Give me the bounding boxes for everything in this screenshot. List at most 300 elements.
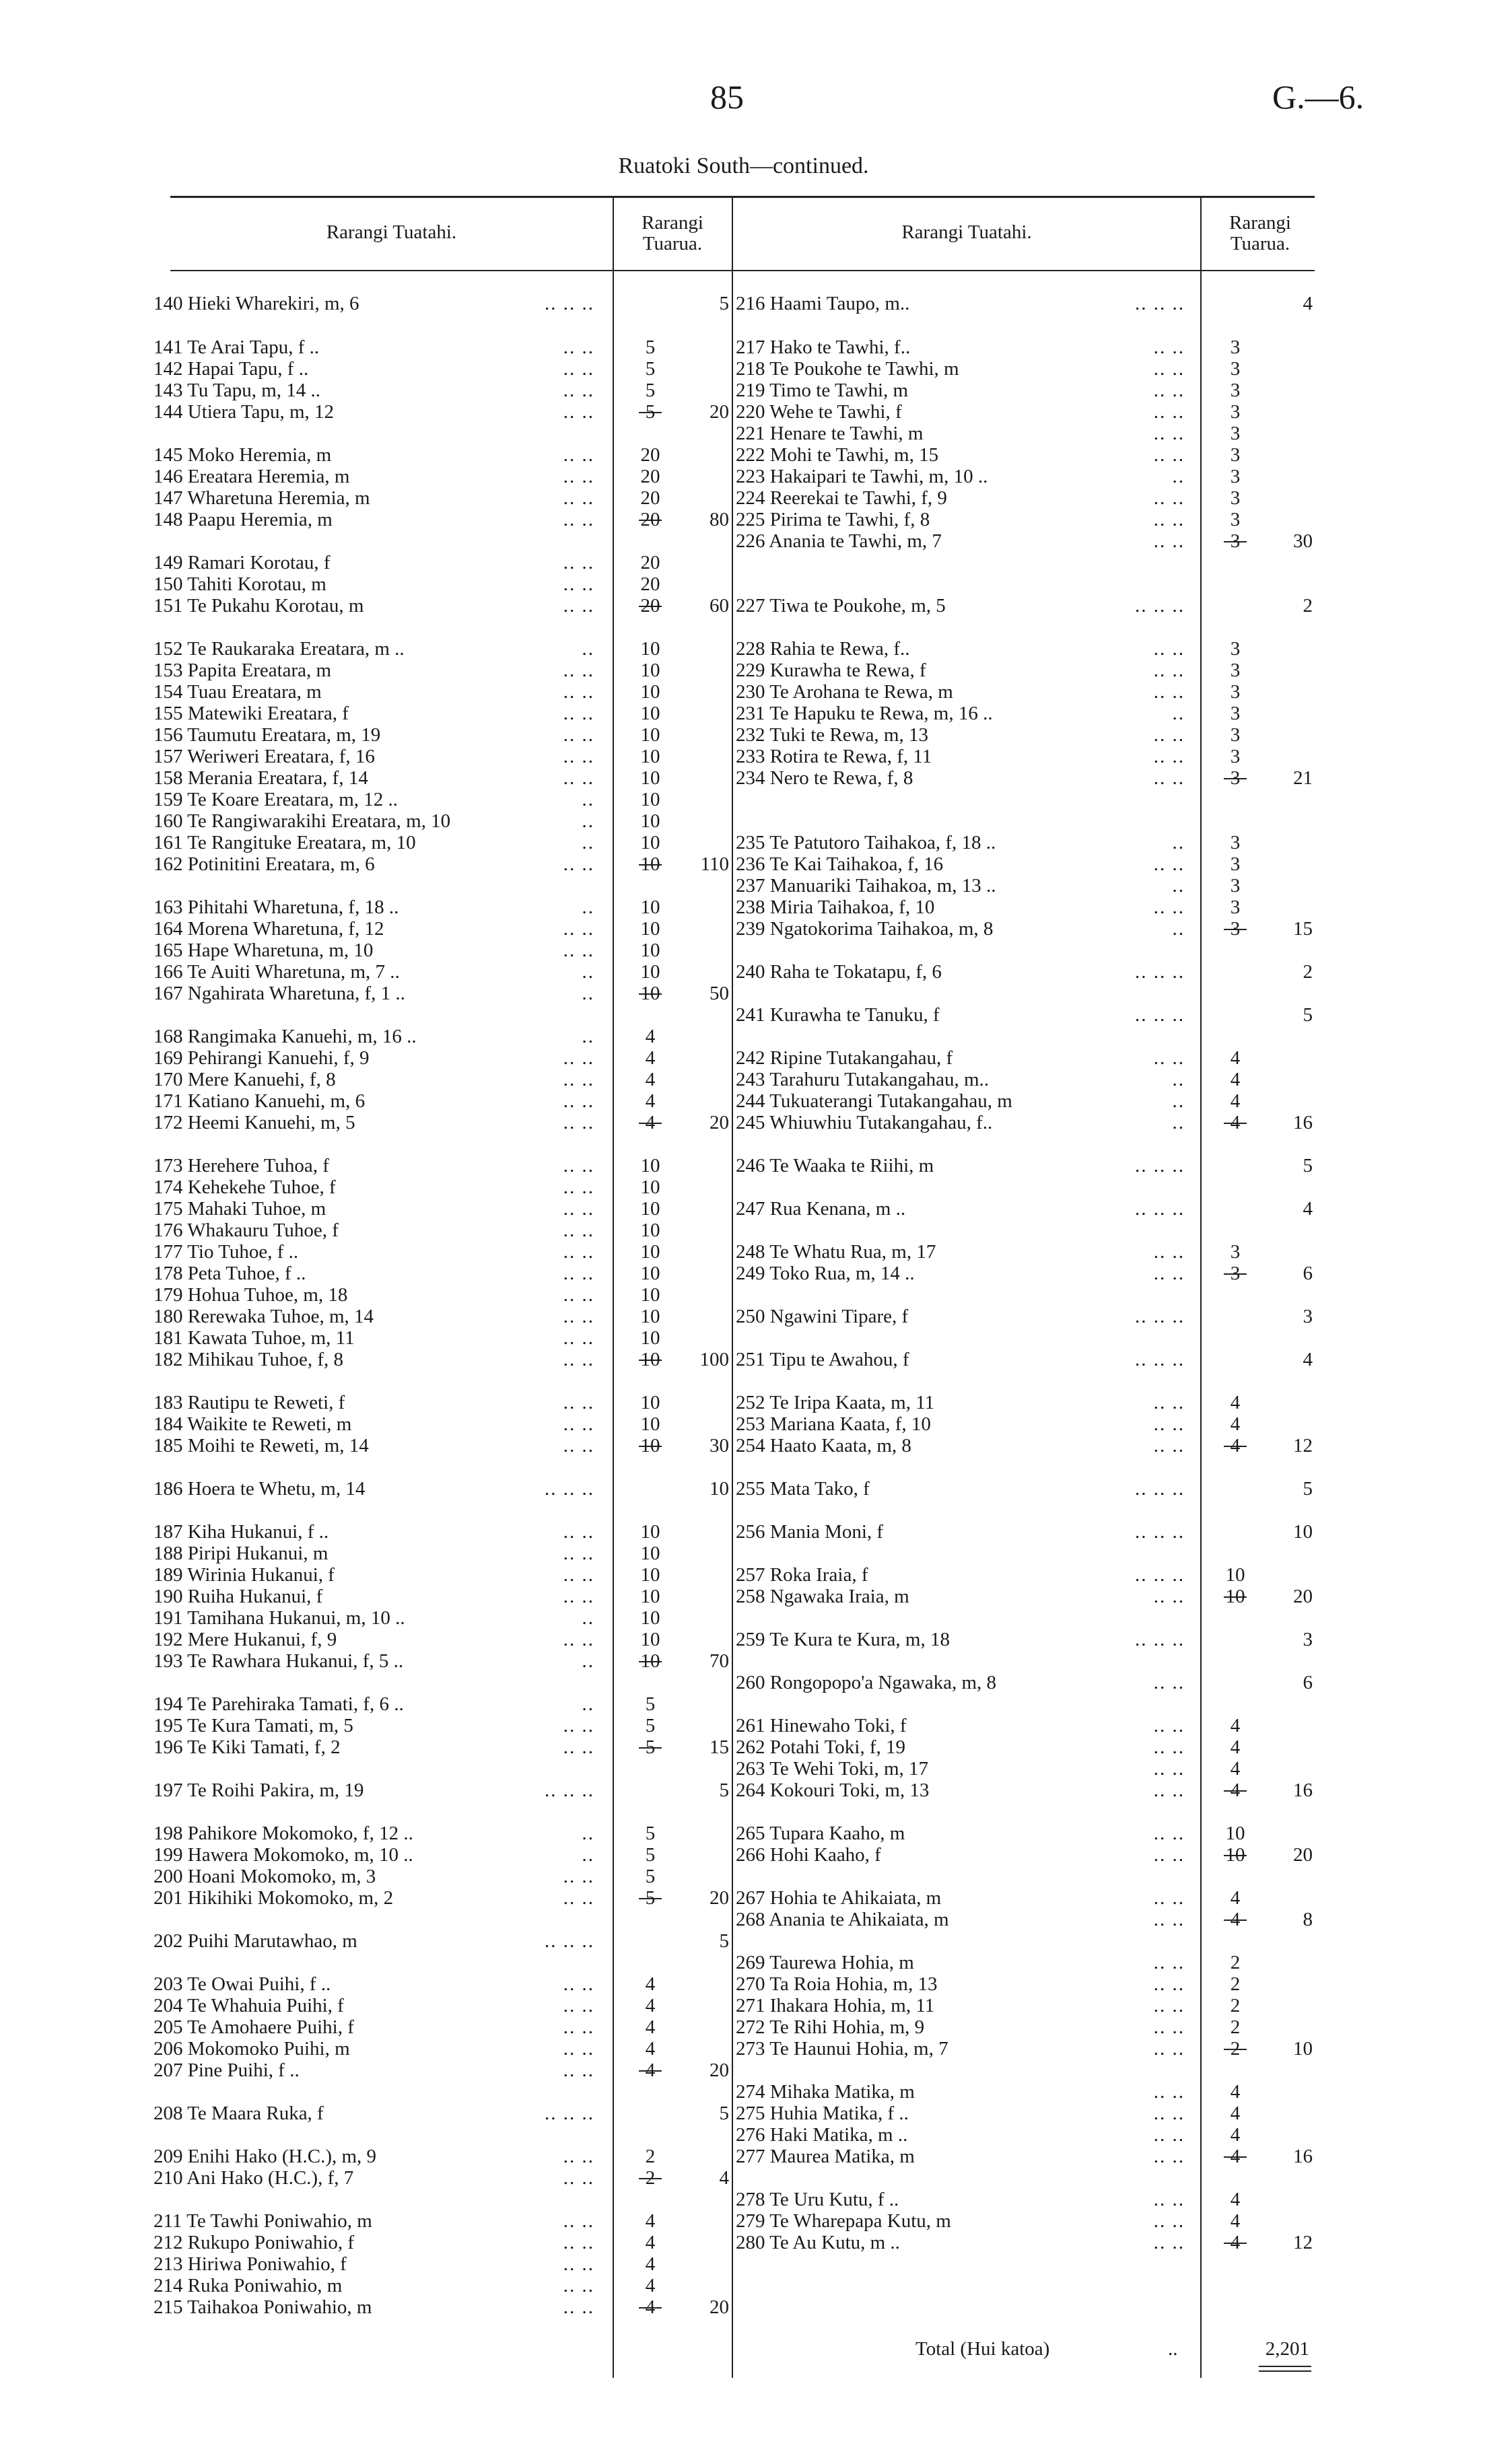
individual-share: 10: [640, 1564, 660, 1586]
entry-name: 230 Te Arohana te Rewa, m: [736, 681, 953, 703]
leader-dots: .. ..: [1153, 487, 1185, 509]
left-entry-row: [153, 1349, 729, 1370]
group-total: 8: [1303, 1909, 1313, 1930]
individual-share: 10: [1225, 1586, 1245, 1607]
entry-name: 215 Taihakoa Poniwahio, m: [153, 2296, 372, 2318]
right-entry-row: [736, 703, 1316, 724]
right-entry-row: [736, 293, 1316, 314]
individual-share: 3: [1230, 681, 1241, 703]
individual-share: 10: [640, 1198, 660, 1220]
group-total: 20: [710, 401, 729, 423]
individual-share: 4: [645, 1112, 656, 1133]
group-total: 5: [719, 1780, 729, 1801]
left-entry-row: [153, 1564, 729, 1586]
individual-share: 10: [640, 1306, 660, 1327]
leader-dots: .. .. ..: [545, 1780, 594, 1801]
individual-share: 10: [1225, 1564, 1245, 1586]
right-entry-row: [736, 509, 1316, 530]
entry-name: 234 Nero te Rewa, f, 8: [736, 767, 913, 789]
entry-name: 243 Tarahuru Tutakangahau, m..: [736, 1069, 989, 1090]
entry-name: 209 Enihi Hako (H.C.), m, 9: [153, 2146, 377, 2167]
entry-name: 148 Paapu Heremia, m: [153, 509, 333, 530]
right-entry-row: [736, 1392, 1316, 1413]
left-entry-row: [153, 1327, 729, 1349]
leader-dots: .. ..: [563, 1736, 594, 1758]
entry-name: 214 Ruka Poniwahio, m: [153, 2275, 343, 2296]
individual-share: 2: [645, 2146, 656, 2167]
left-entry-row: [153, 444, 729, 466]
entry-name: 231 Te Hapuku te Rewa, m, 16 ..: [736, 703, 993, 724]
left-entry-row: [153, 2016, 729, 2038]
individual-share: 4: [1230, 1780, 1241, 1801]
left-entry-row: [153, 660, 729, 681]
leader-dots: .. ..: [563, 358, 594, 380]
group-total: 20: [710, 2296, 729, 2318]
entry-name: 237 Manuariki Taihakoa, m, 13 ..: [736, 875, 996, 896]
left-entry-row: [153, 1090, 729, 1112]
right-entry-row: [736, 746, 1316, 767]
right-entry-row: [736, 2124, 1316, 2146]
individual-share: 3: [1230, 401, 1241, 423]
entry-name: 271 Ihakara Hohia, m, 11: [736, 1995, 935, 2016]
group-total: 2: [1303, 961, 1313, 983]
entry-name: 152 Te Raukaraka Ereatara, m ..: [153, 638, 405, 660]
leader-dots: .. ..: [563, 573, 594, 595]
right-share-header: Rarangi Tuarua.: [1229, 212, 1291, 254]
right-entry-row: [736, 896, 1316, 918]
leader-dots: .. ..: [563, 552, 594, 573]
right-entry-row: [736, 1349, 1316, 1370]
individual-share: 10: [640, 1220, 660, 1241]
entry-name: 266 Hohi Kaaho, f: [736, 1844, 881, 1866]
leader-dots: .. .. ..: [545, 293, 594, 314]
leader-dots: .. ..: [563, 767, 594, 789]
individual-share: 4: [645, 2232, 656, 2253]
entry-name: 140 Hieki Wharekiri, m, 6: [153, 293, 359, 314]
left-entry-row: [153, 853, 729, 875]
right-entry-row: [736, 638, 1316, 660]
group-total: 2: [1303, 595, 1313, 617]
group-total: 20: [710, 1112, 729, 1133]
individual-share: 10: [640, 940, 660, 961]
individual-share: 3: [1230, 703, 1241, 724]
section-title: Ruatoki South—continued.: [618, 153, 869, 178]
individual-share: 4: [645, 2253, 656, 2275]
leader-dots: .. .. ..: [1135, 1629, 1185, 1650]
entry-name: 160 Te Rangiwarakihi Ereatara, m, 10: [153, 810, 451, 832]
left-entry-row: [153, 789, 729, 810]
individual-share: 10: [640, 1284, 660, 1306]
entry-name: 238 Miria Taihakoa, f, 10: [736, 896, 935, 918]
entry-name: 261 Hinewaho Toki, f: [736, 1715, 907, 1736]
entry-name: 244 Tukuaterangi Tutakangahau, m: [736, 1090, 1012, 1112]
group-total: 100: [699, 1349, 729, 1370]
group-total: 80: [710, 509, 729, 530]
leader-dots: .. ..: [1153, 660, 1185, 681]
individual-share: 2: [1230, 1952, 1241, 1973]
entry-name: 175 Mahaki Tuhoe, m: [153, 1198, 326, 1220]
individual-share: 4: [1230, 2124, 1241, 2146]
leader-dots: .. ..: [1153, 1263, 1185, 1284]
group-total: 70: [710, 1650, 729, 1672]
leader-dots: .. ..: [563, 1069, 594, 1090]
individual-share: 3: [1230, 487, 1241, 509]
entry-name: 182 Mihikau Tuhoe, f, 8: [153, 1349, 343, 1370]
entry-name: 168 Rangimaka Kanuehi, m, 16 ..: [153, 1026, 417, 1047]
individual-share: 10: [640, 724, 660, 746]
individual-share: 3: [1230, 1263, 1241, 1284]
right-entry-row: [736, 767, 1316, 789]
leader-dots: .. ..: [563, 2232, 594, 2253]
entry-name: 196 Te Kiki Tamati, f, 2: [153, 1736, 341, 1758]
individual-share: 2: [1230, 1995, 1241, 2016]
leader-dots: .. ..: [1153, 401, 1185, 423]
leader-dots: .. ..: [563, 2016, 594, 2038]
individual-share: 10: [640, 1650, 660, 1672]
leader-dots: .. ..: [1153, 1435, 1185, 1456]
leader-dots: .. ..: [1153, 1844, 1185, 1866]
leader-dots: .. ..: [1153, 1823, 1185, 1844]
total-rule-lower: [1259, 2370, 1311, 2372]
individual-share: 10: [1225, 1823, 1245, 1844]
individual-share: 10: [640, 638, 660, 660]
leader-dots: .. ..: [1153, 337, 1185, 358]
group-total: 50: [710, 983, 729, 1004]
individual-share: 10: [640, 918, 660, 940]
group-total: 4: [1303, 1198, 1313, 1220]
entry-name: 262 Potahi Toki, f, 19: [736, 1736, 905, 1758]
individual-share: 5: [645, 1823, 656, 1844]
group-total: 21: [1293, 767, 1313, 789]
entry-name: 272 Te Rihi Hohia, m, 9: [736, 2016, 925, 2038]
leader-dots: .. ..: [1153, 1887, 1185, 1909]
entry-name: 201 Hikihiki Mokomoko, m, 2: [153, 1887, 394, 1909]
individual-share: 10: [640, 853, 660, 875]
individual-share: 10: [640, 1521, 660, 1543]
right-entry-row: [736, 2081, 1316, 2103]
left-name-header: Rarangi Tuatahi.: [326, 221, 457, 243]
leader-dots: .. ..: [1153, 2232, 1185, 2253]
entry-name: 254 Haato Kaata, m, 8: [736, 1435, 911, 1456]
leader-dots: ..: [582, 1693, 594, 1715]
left-entry-row: [153, 2038, 729, 2060]
individual-share: 3: [1230, 1241, 1241, 1263]
individual-share: 10: [640, 983, 660, 1004]
right-entry-row: [736, 2038, 1316, 2060]
leader-dots: .. .. ..: [1135, 1155, 1185, 1176]
leader-dots: .. ..: [563, 2296, 594, 2318]
entry-name: 226 Anania te Tawhi, m, 7: [736, 530, 942, 552]
right-entry-row: [736, 487, 1316, 509]
left-entry-row: [153, 703, 729, 724]
right-entry-row: [736, 1909, 1316, 1930]
entry-name: 179 Hohua Tuhoe, m, 18: [153, 1284, 348, 1306]
entry-name: 171 Katiano Kanuehi, m, 6: [153, 1090, 366, 1112]
leader-dots: .. ..: [563, 509, 594, 530]
left-entry-row: [153, 1543, 729, 1564]
individual-share: 4: [1230, 1112, 1241, 1133]
individual-share: 4: [1230, 2081, 1241, 2103]
group-total: 6: [1303, 1672, 1313, 1693]
entry-name: 193 Te Rawhara Hukanui, f, 5 ..: [153, 1650, 404, 1672]
entry-name: 247 Rua Kenana, m ..: [736, 1198, 906, 1220]
entry-name: 217 Hako te Tawhi, f..: [736, 337, 911, 358]
individual-share: 10: [640, 896, 660, 918]
group-total: 3: [1303, 1629, 1313, 1650]
entry-name: 280 Te Au Kutu, m ..: [736, 2232, 900, 2253]
entry-name: 275 Huhia Matika, f ..: [736, 2103, 909, 2124]
right-entry-row: [736, 380, 1316, 401]
left-entry-row: [153, 638, 729, 660]
leader-dots: ..: [582, 832, 594, 853]
leader-dots: .. ..: [563, 1392, 594, 1413]
entry-name: 248 Te Whatu Rua, m, 17: [736, 1241, 936, 1263]
leader-dots: .. ..: [563, 1176, 594, 1198]
entry-name: 153 Papita Ereatara, m: [153, 660, 332, 681]
right-entry-row: [736, 681, 1316, 703]
leader-dots: .. ..: [1153, 1973, 1185, 1995]
entry-name: 181 Kawata Tuhoe, m, 11: [153, 1327, 355, 1349]
group-total: 5: [719, 293, 729, 314]
total-rule-upper: [1259, 2366, 1311, 2367]
left-entry-row: [153, 2275, 729, 2296]
individual-share: 10: [1225, 1844, 1245, 1866]
individual-share: 4: [645, 1995, 656, 2016]
individual-share: 10: [640, 832, 660, 853]
individual-share: 10: [640, 1263, 660, 1284]
leader-dots: .. ..: [1153, 724, 1185, 746]
entry-name: 158 Merania Ereatara, f, 14: [153, 767, 368, 789]
individual-share: 3: [1230, 767, 1241, 789]
entry-name: 199 Hawera Mokomoko, m, 10 ..: [153, 1844, 413, 1866]
left-entry-row: [153, 1866, 729, 1887]
leader-dots: ..: [582, 810, 594, 832]
right-entry-row: [736, 1780, 1316, 1801]
individual-share: 10: [640, 961, 660, 983]
leader-dots: .. ..: [563, 1263, 594, 1284]
individual-share: 4: [1230, 1715, 1241, 1736]
right-entry-row: [736, 724, 1316, 746]
entry-name: 219 Timo te Tawhi, m: [736, 380, 909, 401]
entry-name: 205 Te Amohaere Puihi, f: [153, 2016, 354, 2038]
individual-share: 5: [645, 1887, 656, 1909]
leader-dots: .. ..: [1153, 1672, 1185, 1693]
left-entry-row: [153, 1650, 729, 1672]
entry-name: 206 Mokomoko Puihi, m: [153, 2038, 350, 2060]
leader-dots: ..: [582, 961, 594, 983]
group-total: 60: [710, 595, 729, 617]
left-entry-row: [153, 2232, 729, 2253]
individual-share: 20: [640, 466, 660, 487]
entry-name: 227 Tiwa te Poukohe, m, 5: [736, 595, 946, 617]
entry-name: 173 Herehere Tuhoa, f: [153, 1155, 329, 1176]
leader-dots: .. .. ..: [545, 2103, 594, 2124]
entry-name: 189 Wirinia Hukanui, f: [153, 1564, 335, 1586]
left-entry-row: [153, 595, 729, 617]
individual-share: 4: [1230, 1392, 1241, 1413]
entry-name: 208 Te Maara Ruka, f: [153, 2103, 324, 2124]
left-entry-row: [153, 1607, 729, 1629]
individual-share: 10: [640, 1435, 660, 1456]
individual-share: 4: [1230, 2232, 1241, 2253]
leader-dots: .. ..: [1153, 1758, 1185, 1780]
leader-dots: .. ..: [1153, 2038, 1185, 2060]
entry-name: 170 Mere Kanuehi, f, 8: [153, 1069, 336, 1090]
individual-share: 4: [1230, 2103, 1241, 2124]
left-entry-row: [153, 1478, 729, 1500]
right-entry-row: [736, 1823, 1316, 1844]
entry-name: 162 Potinitini Ereatara, m, 6: [153, 853, 375, 875]
leader-dots: .. ..: [1153, 1586, 1185, 1607]
entry-name: 260 Rongopopo'a Ngawaka, m, 8: [736, 1672, 996, 1693]
entry-name: 169 Pehirangi Kanuehi, f, 9: [153, 1047, 370, 1069]
entry-name: 183 Rautipu te Reweti, f: [153, 1392, 345, 1413]
left-entry-row: [153, 358, 729, 380]
leader-dots: ..: [582, 983, 594, 1004]
left-entry-row: [153, 1220, 729, 1241]
group-total: 10: [1293, 1521, 1313, 1543]
individual-share: 10: [640, 789, 660, 810]
left-entry-row: [153, 380, 729, 401]
leader-dots: .. ..: [1153, 2189, 1185, 2210]
leader-dots: ..: [1172, 1090, 1185, 1112]
entry-name: 166 Te Auiti Wharetuna, m, 7 ..: [153, 961, 400, 983]
individual-share: 5: [645, 1715, 656, 1736]
left-entry-row: [153, 1715, 729, 1736]
leader-dots: .. ..: [563, 337, 594, 358]
entry-name: 269 Taurewa Hohia, m: [736, 1952, 914, 1973]
entry-name: 157 Weriweri Ereatara, f, 16: [153, 746, 375, 767]
entry-name: 235 Te Patutoro Taihakoa, f, 18 ..: [736, 832, 996, 853]
individual-share: 3: [1230, 853, 1241, 875]
individual-share: 3: [1230, 918, 1241, 940]
leader-dots: ..: [582, 1823, 594, 1844]
individual-share: 10: [640, 767, 660, 789]
entry-name: 210 Ani Hako (H.C.), f, 7: [153, 2167, 354, 2189]
right-entry-row: [736, 1263, 1316, 1284]
right-entry-row: [736, 1047, 1316, 1069]
right-entry-row: [736, 444, 1316, 466]
leader-dots: .. ..: [1153, 2103, 1185, 2124]
left-entry-row: [153, 1069, 729, 1090]
leader-dots: .. ..: [563, 1866, 594, 1887]
right-entry-row: [736, 423, 1316, 444]
entry-name: 150 Tahiti Korotau, m: [153, 573, 326, 595]
left-share-header: Rarangi Tuarua.: [642, 212, 703, 254]
individual-share: 10: [640, 1629, 660, 1650]
group-total: 3: [1303, 1306, 1313, 1327]
entry-name: 144 Utiera Tapu, m, 12: [153, 401, 335, 423]
group-total: 5: [1303, 1155, 1313, 1176]
leader-dots: .. .. ..: [1135, 1306, 1185, 1327]
individual-share: 10: [640, 1543, 660, 1564]
leader-dots: .. ..: [563, 2210, 594, 2232]
group-total: 15: [1293, 918, 1313, 940]
left-entry-row: [153, 1887, 729, 1909]
left-entry-row: [153, 509, 729, 530]
right-entry-row: [736, 1736, 1316, 1758]
group-total: 15: [710, 1736, 729, 1758]
entry-name: 233 Rotira te Rewa, f, 11: [736, 746, 932, 767]
leader-dots: .. ..: [1153, 1780, 1185, 1801]
entry-name: 277 Maurea Matika, m: [736, 2146, 915, 2167]
leader-dots: .. ..: [563, 853, 594, 875]
individual-share: 3: [1230, 530, 1241, 552]
left-entry-row: [153, 681, 729, 703]
individual-share: 20: [640, 444, 660, 466]
right-entry-row: [736, 1887, 1316, 1909]
entry-name: 167 Ngahirata Wharetuna, f, 1 ..: [153, 983, 405, 1004]
individual-share: 10: [640, 1155, 660, 1176]
leader-dots: .. ..: [563, 1349, 594, 1370]
leader-dots: ..: [1172, 1112, 1185, 1133]
entry-name: 204 Te Whahuia Puihi, f: [153, 1995, 344, 2016]
leader-dots: .. ..: [563, 1995, 594, 2016]
entry-name: 278 Te Uru Kutu, f ..: [736, 2189, 899, 2210]
left-entry-row: [153, 1780, 729, 1801]
leader-dots: ..: [1172, 832, 1185, 853]
individual-share: 4: [645, 1026, 656, 1047]
leader-dots: ..: [1172, 1069, 1185, 1090]
leader-dots: .. .. ..: [1135, 1198, 1185, 1220]
leader-dots: ..: [1172, 703, 1185, 724]
individual-share: 4: [1230, 1069, 1241, 1090]
leader-dots: .. .. ..: [1135, 1478, 1185, 1500]
individual-share: 3: [1230, 875, 1241, 896]
leader-dots: .. ..: [1153, 2016, 1185, 2038]
right-entry-row: [736, 2189, 1316, 2210]
individual-share: 20: [640, 552, 660, 573]
total-dots: ..: [1168, 2338, 1178, 2360]
entry-name: 159 Te Koare Ereatara, m, 12 ..: [153, 789, 399, 810]
right-entry-row: [736, 1478, 1316, 1500]
right-entry-row: [736, 1629, 1316, 1650]
leader-dots: .. ..: [1153, 1952, 1185, 1973]
leader-dots: .. ..: [1153, 1413, 1185, 1435]
group-total: 16: [1293, 1780, 1313, 1801]
individual-share: 10: [640, 1413, 660, 1435]
entry-name: 265 Tupara Kaaho, m: [736, 1823, 905, 1844]
leader-dots: .. ..: [1153, 530, 1185, 552]
leader-dots: .. .. ..: [1135, 961, 1185, 983]
left-entry-row: [153, 1995, 729, 2016]
leader-dots: .. ..: [563, 380, 594, 401]
group-total: 4: [1303, 293, 1313, 314]
right-entry-row: [736, 2146, 1316, 2167]
entry-name: 191 Tamihana Hukanui, m, 10 ..: [153, 1607, 405, 1629]
right-entry-row: [736, 1844, 1316, 1866]
right-entry-row: [736, 1198, 1316, 1220]
right-entry-row: [736, 918, 1316, 940]
right-entry-row: [736, 2103, 1316, 2124]
group-total: 5: [719, 1930, 729, 1952]
individual-share: 4: [645, 2296, 656, 2318]
entry-name: 229 Kurawha te Rewa, f: [736, 660, 926, 681]
entry-name: 228 Rahia te Rewa, f..: [736, 638, 910, 660]
left-entry-row: [153, 552, 729, 573]
leader-dots: ..: [582, 1650, 594, 1672]
left-entry-row: [153, 466, 729, 487]
entry-name: 258 Ngawaka Iraia, m: [736, 1586, 909, 1607]
group-total: 12: [1293, 1435, 1313, 1456]
entry-name: 213 Hiriwa Poniwahio, f: [153, 2253, 347, 2275]
individual-share: 10: [640, 1607, 660, 1629]
right-entry-row: [736, 595, 1316, 617]
leader-dots: .. ..: [1153, 1047, 1185, 1069]
individual-share: 4: [645, 1090, 656, 1112]
entry-name: 246 Te Waaka te Riihi, m: [736, 1155, 934, 1176]
leader-dots: .. ..: [1153, 1995, 1185, 2016]
